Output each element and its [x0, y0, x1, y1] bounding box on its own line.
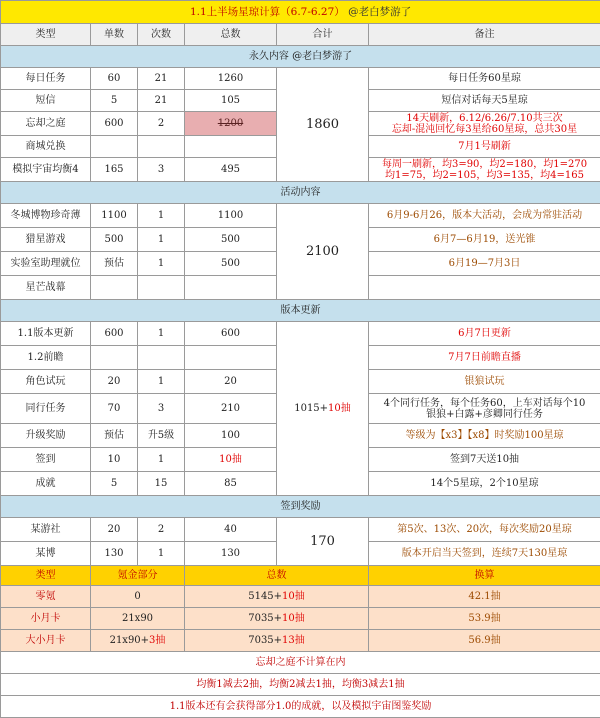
row-unit: 60	[91, 68, 138, 90]
paid-part-extra: 3抽	[149, 635, 165, 646]
paid-type: 零氪	[1, 586, 91, 608]
row-count: 升5级	[138, 424, 185, 448]
row-notes	[369, 394, 600, 424]
table-row	[1, 68, 600, 90]
row-total-excluded	[185, 112, 277, 136]
header-unit: 单数	[91, 24, 138, 46]
paid-total-base: 7035+	[248, 635, 282, 646]
header-sum: 合计	[277, 24, 369, 46]
row-type: 某博	[1, 542, 91, 566]
paid-header-convert: 换算	[369, 566, 600, 586]
row-unit	[91, 346, 138, 370]
section-header-signin	[1, 496, 600, 518]
section-sum: 170	[277, 518, 369, 566]
row-type: 商城兑换	[1, 136, 91, 158]
title-main: 1.1上半场星琼计算（6.7-6.27）	[190, 6, 345, 18]
note-line: 均1=75，均2=105，均3=135，均4=165	[371, 170, 598, 181]
paid-convert: 42.1抽	[369, 586, 600, 608]
struck-total: 1200	[218, 118, 243, 129]
row-total: 105	[185, 90, 277, 112]
paid-row	[1, 586, 600, 608]
paid-part	[91, 586, 185, 608]
table-row	[1, 322, 600, 346]
row-unit: 5	[91, 472, 138, 496]
row-notes: 银狼试玩	[369, 370, 600, 394]
note-line: 银狼+白露+彦卿同行任务	[371, 409, 598, 420]
note-line: 每周一刷新，均3=90，均2=180，均1=270	[371, 159, 598, 170]
sum-base: 1015+	[294, 403, 328, 414]
note-line: 14天刷新，6.12/6.26/7.10共三次	[371, 113, 598, 124]
title-row	[1, 1, 600, 24]
row-type: 1.2前瞻	[1, 346, 91, 370]
row-type: 星芒战幕	[1, 276, 91, 300]
footnote-row	[1, 696, 600, 718]
paid-total-base: 5145+	[248, 591, 282, 602]
row-total: 20	[185, 370, 277, 394]
footnote: 1.1版本还有会获得部分1.0的成就，以及模拟宇宙图鉴奖励	[1, 696, 600, 718]
row-count	[138, 346, 185, 370]
section-title: 版本更新	[1, 300, 600, 322]
row-count: 15	[138, 472, 185, 496]
row-type: 猎星游戏	[1, 228, 91, 252]
row-count: 2	[138, 112, 185, 136]
row-notes: 14个5星琼，2个10星琼	[369, 472, 600, 496]
row-count: 3	[138, 158, 185, 182]
row-notes	[369, 112, 600, 136]
row-count	[138, 276, 185, 300]
row-notes: 等级为【x3】【x8】时奖励100星琼	[369, 424, 600, 448]
paid-part-base: 0	[134, 591, 140, 602]
row-unit: 20	[91, 518, 138, 542]
footnote: 忘却之庭不计算在内	[1, 652, 600, 674]
row-type: 每日任务	[1, 68, 91, 90]
paid-total-extra: 10抽	[282, 591, 305, 602]
row-notes: 7月7日前瞻直播	[369, 346, 600, 370]
row-count	[138, 136, 185, 158]
row-total: 500	[185, 228, 277, 252]
row-total: 1260	[185, 68, 277, 90]
row-notes: 第5次、13次、20次，每次奖励20星琼	[369, 518, 600, 542]
row-total: 85	[185, 472, 277, 496]
row-count: 1	[138, 228, 185, 252]
row-unit: 70	[91, 394, 138, 424]
section-header-permanent	[1, 46, 600, 68]
paid-convert: 53.9抽	[369, 608, 600, 630]
paid-row	[1, 608, 600, 630]
paid-type: 大小月卡	[1, 630, 91, 652]
paid-total	[185, 608, 369, 630]
sum-extra: 10抽	[328, 403, 351, 414]
paid-total-extra: 10抽	[282, 613, 305, 624]
row-notes: 每日任务60星琼	[369, 68, 600, 90]
row-type: 升级奖励	[1, 424, 91, 448]
row-count: 1	[138, 204, 185, 228]
row-total: 1100	[185, 204, 277, 228]
header-type: 类型	[1, 24, 91, 46]
row-total: 495	[185, 158, 277, 182]
footnote-row	[1, 674, 600, 696]
paid-header-total: 总数	[185, 566, 369, 586]
section-title	[1, 46, 600, 68]
row-total	[185, 136, 277, 158]
paid-total	[185, 586, 369, 608]
row-count: 2	[138, 518, 185, 542]
paid-row	[1, 630, 600, 652]
row-unit: 预估	[91, 424, 138, 448]
row-total	[185, 346, 277, 370]
row-type: 角色试玩	[1, 370, 91, 394]
row-type: 实验室助理就位	[1, 252, 91, 276]
row-notes: 7月1号刷新	[369, 136, 600, 158]
header-total: 总数	[185, 24, 277, 46]
paid-part	[91, 608, 185, 630]
row-notes: 6月7—6月19，送光锥	[369, 228, 600, 252]
note-line: 忘却-混沌回忆每3星给60星琼，总共30星	[371, 124, 598, 135]
paid-header-part: 氪金部分	[91, 566, 185, 586]
section-title: 签到奖励	[1, 496, 600, 518]
paid-part-base: 21x90	[122, 613, 153, 624]
row-notes: 6月9-6月26，版本大活动，会成为常驻活动	[369, 204, 600, 228]
row-notes	[369, 158, 600, 182]
paid-header-type: 类型	[1, 566, 91, 586]
paid-total-base: 7035+	[248, 613, 282, 624]
row-total: 210	[185, 394, 277, 424]
row-type: 签到	[1, 448, 91, 472]
row-total: 500	[185, 252, 277, 276]
row-type: 忘却之庭	[1, 112, 91, 136]
row-count: 1	[138, 542, 185, 566]
table-row	[1, 204, 600, 228]
header-row	[1, 24, 600, 46]
row-unit: 500	[91, 228, 138, 252]
row-count: 21	[138, 90, 185, 112]
paid-total	[185, 630, 369, 652]
row-unit: 600	[91, 112, 138, 136]
row-total: 100	[185, 424, 277, 448]
section-credit: @老白梦游了	[292, 51, 352, 62]
header-notes: 备注	[369, 24, 600, 46]
paid-type: 小月卡	[1, 608, 91, 630]
row-type: 同行任务	[1, 394, 91, 424]
row-unit: 600	[91, 322, 138, 346]
row-count: 3	[138, 394, 185, 424]
title-credit: @老白梦游了	[348, 6, 411, 18]
row-count: 1	[138, 370, 185, 394]
section-sum: 2100	[277, 204, 369, 300]
row-unit: 130	[91, 542, 138, 566]
row-unit: 1100	[91, 204, 138, 228]
row-type: 某游社	[1, 518, 91, 542]
section-sum	[277, 322, 369, 496]
row-count: 1	[138, 448, 185, 472]
row-count: 1	[138, 252, 185, 276]
footnote: 均衡1减去2抽，均衡2减去1抽，均衡3减去1抽	[1, 674, 600, 696]
note-line: 4个同行任务，每个任务60，上车对话每个10	[371, 398, 598, 409]
section-title-text: 永久内容	[249, 51, 289, 62]
row-type: 成就	[1, 472, 91, 496]
row-notes: 签到7天送10抽	[369, 448, 600, 472]
table-row	[1, 518, 600, 542]
page-title	[1, 1, 600, 24]
paid-total-extra: 13抽	[282, 635, 305, 646]
row-count: 21	[138, 68, 185, 90]
row-unit: 5	[91, 90, 138, 112]
row-total: 40	[185, 518, 277, 542]
footnote-row	[1, 652, 600, 674]
paid-part-base: 21x90+	[110, 635, 149, 646]
paid-convert: 56.9抽	[369, 630, 600, 652]
row-type: 短信	[1, 90, 91, 112]
paid-part	[91, 630, 185, 652]
row-type: 冬城博物珍奇薄	[1, 204, 91, 228]
row-unit: 20	[91, 370, 138, 394]
row-total	[185, 276, 277, 300]
row-notes: 短信对话每天5星琼	[369, 90, 600, 112]
row-unit: 预估	[91, 252, 138, 276]
row-notes: 6月7日更新	[369, 322, 600, 346]
section-sum: 1860	[277, 68, 369, 182]
row-total: 600	[185, 322, 277, 346]
row-count: 1	[138, 322, 185, 346]
row-unit	[91, 136, 138, 158]
row-unit	[91, 276, 138, 300]
row-unit: 165	[91, 158, 138, 182]
row-total: 130	[185, 542, 277, 566]
row-notes: 6月19—7月3日	[369, 252, 600, 276]
section-header-activity	[1, 182, 600, 204]
row-type: 模拟宇宙均衡4	[1, 158, 91, 182]
header-count: 次数	[138, 24, 185, 46]
row-notes	[369, 276, 600, 300]
section-title: 活动内容	[1, 182, 600, 204]
row-total: 10抽	[185, 448, 277, 472]
row-unit: 10	[91, 448, 138, 472]
row-notes: 版本开启当天签到，连续7天130星琼	[369, 542, 600, 566]
section-header-version	[1, 300, 600, 322]
paid-header-row	[1, 566, 600, 586]
row-type: 1.1版本更新	[1, 322, 91, 346]
